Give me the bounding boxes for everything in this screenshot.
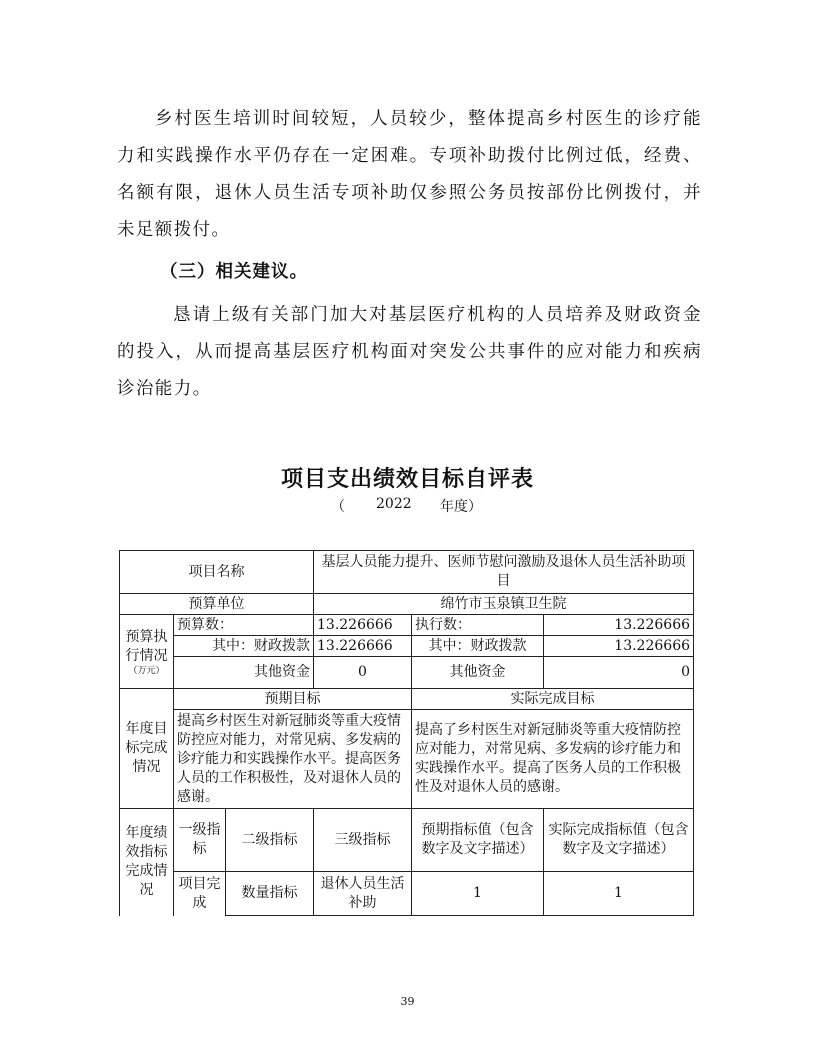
page-number: 39 xyxy=(400,995,415,1008)
performance-table xyxy=(119,550,694,916)
subtitle-suffix: 年度） xyxy=(440,499,482,515)
subtitle-year: 2022 xyxy=(376,496,412,512)
budget-section-title: 预算执行情况 xyxy=(125,628,168,664)
budget-amount-value: 13.226666 xyxy=(314,615,412,636)
actual-goal-text: 提高了乡村医生对新冠肺炎等重大疫情防控应对能力，对常见病、多发病的诊疗能力和实践操作水平。提高了医务人员的工作积极性及对退休人员的感谢。 xyxy=(412,710,694,809)
fiscal-funds-label-2: 其中：财政拨款 xyxy=(412,636,544,657)
row-level1: 项目完成 xyxy=(174,872,226,916)
expected-goal-text: 提高乡村医生对新冠肺炎等重大疫情防控应对能力，对常见病、多发病的诊疗能力和实践操作水平。提高医务人员的工作积极性，及对退休人员的感谢。 xyxy=(174,710,412,809)
fiscal-funds-value-2: 13.226666 xyxy=(544,636,694,657)
section-heading-suggestions: （三）相关建议。 xyxy=(160,262,308,282)
table-title: 项目支出绩效目标自评表 xyxy=(280,466,534,492)
paragraph-suggestions: 恳请上级有关部门加大对基层医疗机构的人员培养及财政资金的投入，从而提高基层医疗机构面对突发公共事件的应对能力和疾病诊治能力。 xyxy=(117,305,702,399)
other-funds-value-2: 0 xyxy=(544,657,694,689)
exec-amount-label: 执行数： xyxy=(412,615,544,636)
actual-goal-header: 实际完成目标 xyxy=(412,689,694,710)
fiscal-funds-value-1: 13.226666 xyxy=(314,636,412,657)
budget-amount-label: 预算数： xyxy=(174,615,314,636)
annual-goal-label: 年度目标完成情况 xyxy=(120,689,174,809)
other-funds-label-1: 其他资金 xyxy=(174,657,314,689)
subtitle-open-paren: （ xyxy=(331,499,345,515)
indicator-section-label: 年度绩效指标完成情况 xyxy=(120,809,174,916)
row-actual-value: 1 xyxy=(544,872,694,916)
budget-unit-label: 预算单位 xyxy=(120,594,314,615)
actual-value-header: 实际完成指标值（包含数字及文字描述） xyxy=(544,809,694,872)
expected-value-header: 预期指标值（包含数字及文字描述） xyxy=(412,809,544,872)
row-level2: 数量指标 xyxy=(226,872,314,916)
row-expected-value: 1 xyxy=(412,872,544,916)
exec-amount-value: 13.226666 xyxy=(544,615,694,636)
other-funds-label-2: 其他资金 xyxy=(412,657,544,689)
project-name-label: 项目名称 xyxy=(120,551,314,594)
paragraph-difficulties: 乡村医生培训时间较短，人员较少，整体提高乡村医生的诊疗能力和实践操作水平仍存在一定困难。专项补助拨付比例过低，经费、名额有限，退休人员生活专项补助仅参照公务员按部份比例拨付，并未足额拨付。 xyxy=(117,109,702,240)
other-funds-value-1: 0 xyxy=(314,657,412,689)
project-name-value: 基层人员能力提升、医师节慰问激励及退休人员生活补助项目 xyxy=(314,551,694,594)
budget-section-unit: （万元） xyxy=(128,665,165,676)
level1-header: 一级指标 xyxy=(174,809,226,872)
expected-goal-header: 预期目标 xyxy=(174,689,412,710)
table-row xyxy=(120,872,694,916)
budget-section-label xyxy=(120,615,174,689)
level3-header: 三级指标 xyxy=(314,809,412,872)
level2-header: 二级指标 xyxy=(226,809,314,872)
row-level3: 退休人员生活补助 xyxy=(314,872,412,916)
budget-unit-value: 绵竹市玉泉镇卫生院 xyxy=(314,594,694,615)
fiscal-funds-label-1: 其中：财政拨款 xyxy=(174,636,314,657)
